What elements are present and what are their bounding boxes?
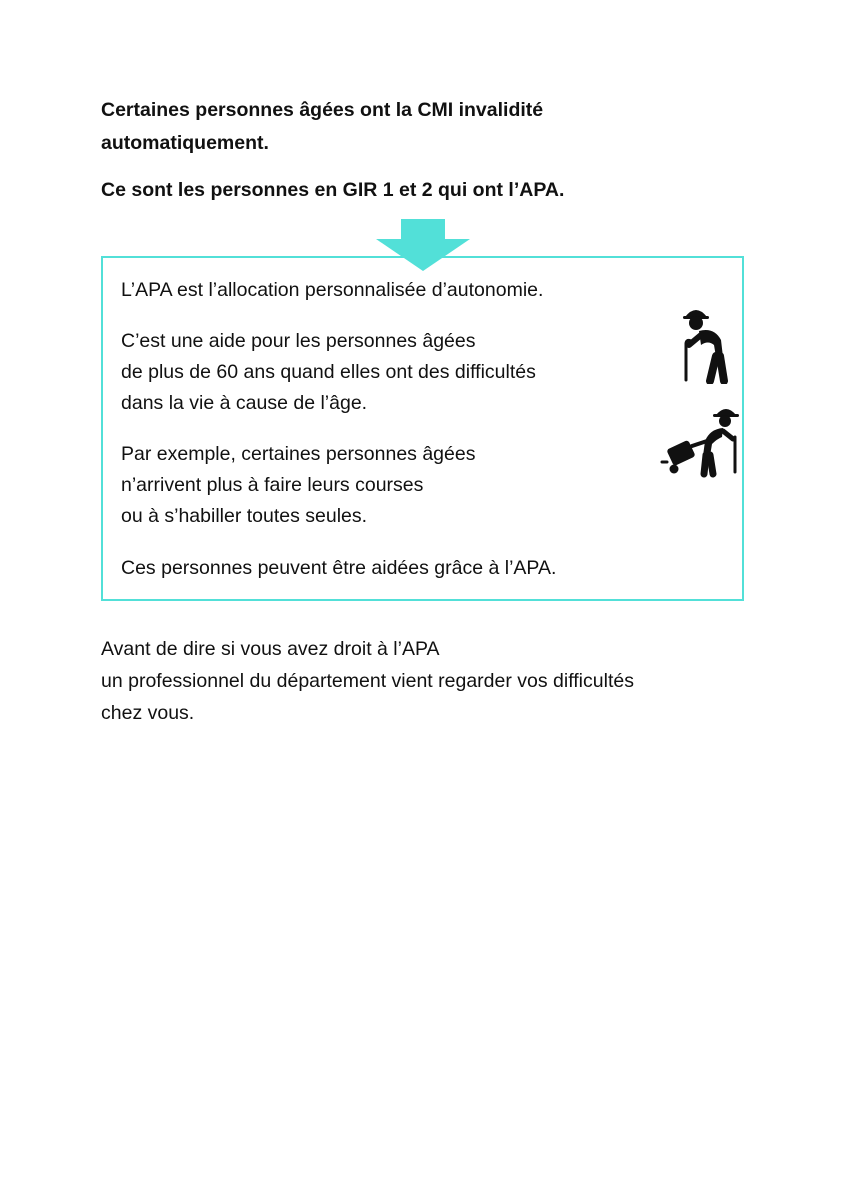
aide-line-3: dans la vie à cause de l’âge. [121,392,368,414]
apa-definition: L’APA est l’allocation personnalisée d’autonomie. [121,279,544,301]
intro-line-1: Certaines personnes âgées ont la CMI invalidité [101,99,544,121]
apa-conclusion: Ces personnes peuvent être aidées grâce à l’APA. [121,557,557,579]
gir-text: Ce sont les personnes en GIR 1 et 2 qui ont l’APA. [101,179,565,201]
outro-line-1: Avant de dire si vous avez droit à l’APA [101,638,440,660]
down-arrow-icon [376,219,470,271]
apa-info-box [101,256,744,601]
outro-line-2: un professionnel du département vient regarder vos difficultés [101,670,634,692]
example-line-1: Par exemple, certaines personnes âgées [121,443,476,465]
example-line-3: ou à s’habiller toutes seules. [121,505,368,527]
intro-text [101,94,741,160]
elderly-person-with-shopping-trolley-icon [660,404,744,478]
elderly-person-with-cane-icon [672,304,732,384]
aide-line-1: C’est une aide pour les personnes âgées [121,330,476,352]
intro-line-2: automatiquement. [101,132,269,154]
aide-line-2: de plus de 60 ans quand elles ont des difficultés [121,361,536,383]
example-line-2: n’arrivent plus à faire leurs courses [121,474,424,496]
outro-line-3: chez vous. [101,702,195,724]
